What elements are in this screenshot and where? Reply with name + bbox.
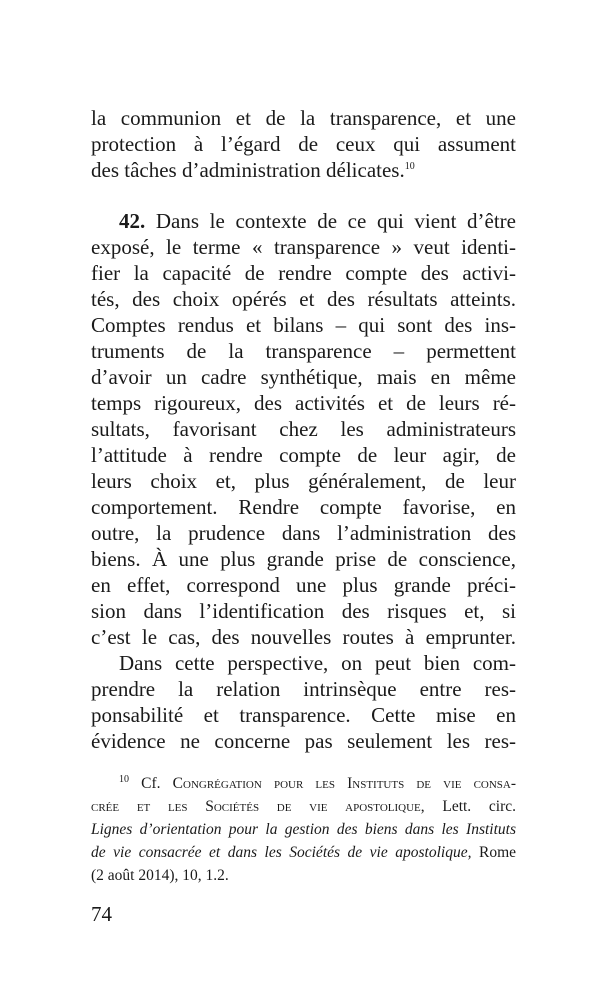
text-line: outre, la prudence dans l’administration des — [91, 521, 516, 545]
text-line: la communion et de la transparence, et une — [91, 106, 516, 130]
text-line-last — [91, 157, 516, 183]
footnote-reference: 10 — [404, 161, 415, 172]
text-line-first — [91, 208, 516, 234]
text-line: sion dans l’identification des risques et, si — [91, 599, 516, 623]
footnote-line — [91, 772, 516, 795]
text-line: truments de la transparence – permettent — [91, 339, 516, 363]
footnote-author: Congrégation pour les Instituts de vie consa- — [172, 775, 517, 792]
text-line: en effet, correspond une plus grande préci- — [91, 573, 516, 597]
footnote-line — [91, 841, 516, 864]
text-line-first: Dans cette perspective, on peut bien com- — [119, 651, 516, 675]
text-line: fier la capacité de rendre compte des activi- — [91, 261, 516, 285]
footnote-line — [91, 795, 516, 818]
text-line: ponsabilité et transparence. Cette mise en — [91, 703, 516, 727]
footnote-text: Cf. — [141, 775, 173, 792]
text-line: tés, des choix opérés et des résultats atteints. — [91, 287, 516, 311]
footnote-block — [91, 772, 516, 887]
text-line: prendre la relation intrinsèque entre res- — [91, 677, 516, 701]
text-line: leurs choix et, plus généralement, de leur — [91, 469, 516, 493]
footnote-text: Lett. circ. — [424, 798, 516, 815]
text-line: Comptes rendus et bilans – qui sont des ins- — [91, 313, 516, 337]
text-line: temps rigoureux, des activités et de leurs ré- — [91, 391, 516, 415]
text-line: c’est le cas, des nouvelles routes à emprunter. — [91, 625, 516, 649]
paragraph-number: 42. — [119, 209, 146, 233]
text-line: comportement. Rendre compte favorise, en — [91, 495, 516, 519]
text-line: biens. À une plus grande prise de conscience, — [91, 547, 516, 571]
text-line: d’avoir un cadre synthétique, mais en même — [91, 365, 516, 389]
footnote-author: crée et les Sociétés de vie apostolique, — [91, 798, 425, 815]
footnote-text: Rome — [471, 844, 516, 861]
paragraph-next — [91, 650, 516, 754]
text-line-content: des tâches d’administration délicates. — [91, 158, 405, 182]
text-line: l’attitude à rendre compte de leur agir, de — [91, 443, 516, 467]
footnote-number: 10 — [119, 773, 129, 785]
text-line-content: Dans le contexte de ce qui vient d’être — [155, 209, 517, 233]
text-line: évidence ne concerne pas seulement les res- — [91, 729, 516, 753]
text-line: protection à l’égard de ceux qui assument — [91, 132, 516, 156]
paragraph-continuation — [91, 105, 516, 183]
footnote-title: Lignes d’orientation pour la gestion des biens dans les Instituts — [91, 821, 516, 838]
page-number: 74 — [91, 902, 112, 926]
text-line: exposé, le terme « transparence » veut identi- — [91, 235, 516, 259]
footnote-line — [91, 818, 516, 841]
text-line: sultats, favorisant chez les administrateurs — [91, 417, 516, 441]
paragraph-42 — [91, 208, 516, 650]
footnote-line-last: (2 août 2014), 10, 1.2. — [91, 867, 229, 884]
footnote-title: de vie consacrée et dans les Sociétés de vie apostolique, — [91, 844, 472, 861]
